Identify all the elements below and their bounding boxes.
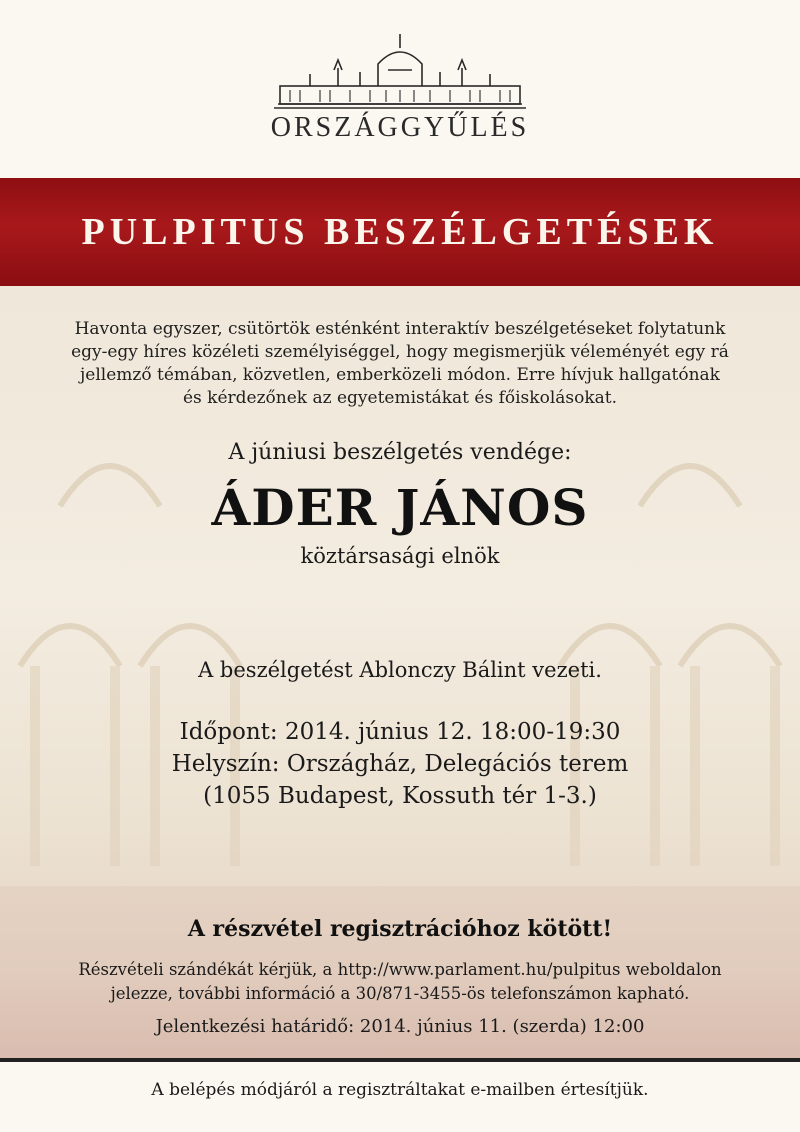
guest-intro: A júniusi beszélgetés vendége: [228, 440, 572, 465]
moderator-line: A beszélgetést Ablonczy Bálint vezeti. [198, 658, 602, 682]
event-address: (1055 Budapest, Kossuth tér 1-3.) [203, 783, 597, 809]
title-banner [0, 178, 800, 286]
event-details [0, 716, 800, 812]
footer [0, 1062, 800, 1132]
footer-text: A belépés módjáról a regisztráltakat e-mailben értesítjük. [151, 1080, 649, 1100]
banner-title: PULPITUS BESZÉLGETÉSEK [81, 211, 719, 253]
intro-line: jellemző témában, közvetlen, emberközeli módon. Erre hívjuk hallgatónak [80, 365, 720, 385]
intro-line: Havonta egyszer, csütörtök esténként interaktív beszélgetéseket folytatunk [74, 319, 726, 339]
registration-title: A részvétel regisztrációhoz kötött! [187, 916, 613, 942]
intro-line: és kérdezőnek az egyetemistákat és főiskolásokat. [182, 388, 618, 408]
header [0, 0, 800, 178]
parliament-building-icon [270, 30, 530, 112]
intro-paragraph [30, 318, 770, 410]
registration-line: jelezze, további információ a 30/871-3455-ös telefonszámon kapható. [110, 984, 690, 1003]
event-time: Időpont: 2014. június 12. 18:00-19:30 [179, 719, 621, 745]
event-venue: Helyszín: Országház, Delegációs terem [171, 751, 629, 777]
logo-text: ORSZÁGGYŰLÉS [270, 112, 530, 143]
intro-line: egy-egy híres közéleti személyiséggel, hogy megismerjük véleményét egy rá [71, 342, 729, 362]
registration-line: Részvételi szándékát kérjük, a http://www.parlament.hu/pulpitus weboldalon [78, 960, 722, 979]
registration-text [0, 958, 800, 1006]
guest-name: ÁDER JÁNOS [211, 478, 589, 537]
registration-deadline: Jelentkezési határidő: 2014. június 11. (szerda) 12:00 [155, 1016, 645, 1037]
guest-title: köztársasági elnök [300, 544, 500, 568]
